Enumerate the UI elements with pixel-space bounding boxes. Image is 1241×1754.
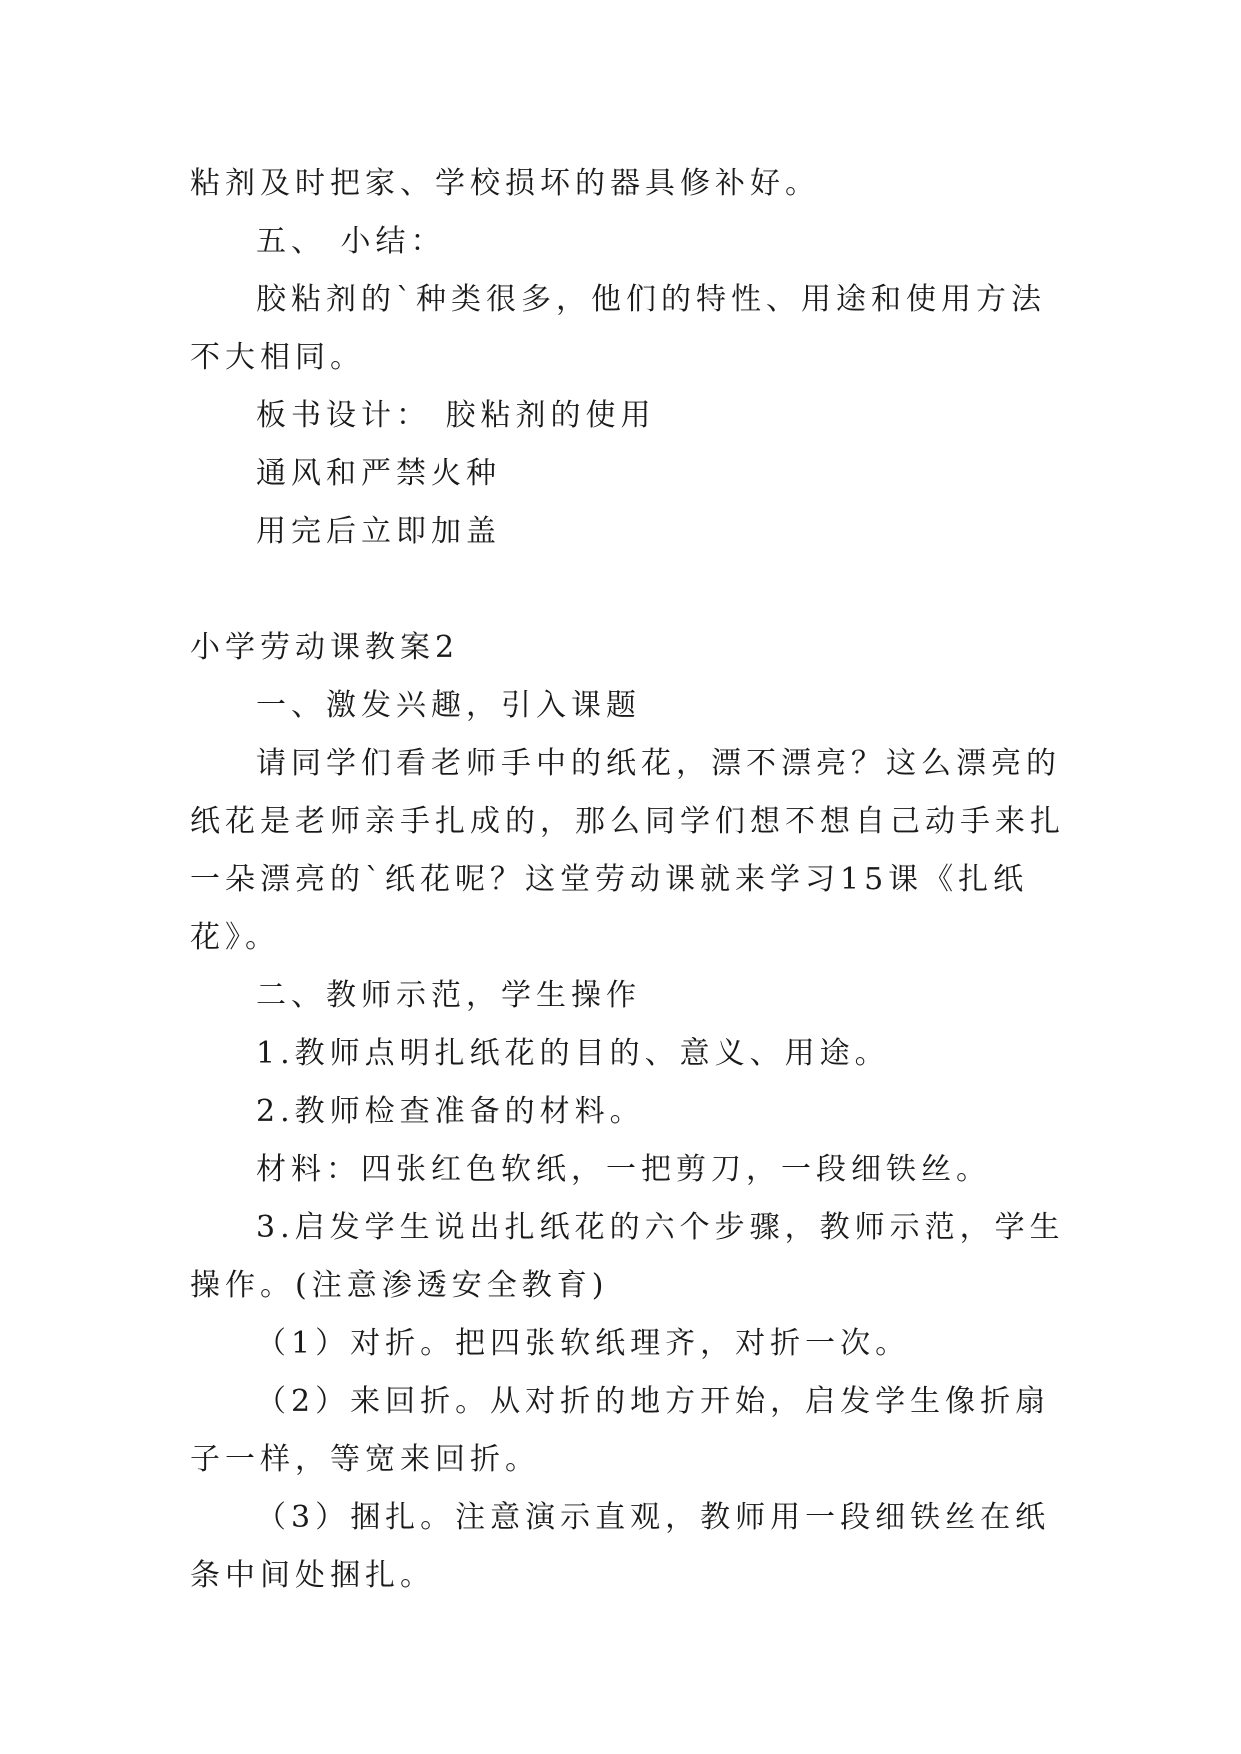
paragraph-introduction: 请同学们看老师手中的纸花，漂不漂亮？这么漂亮的纸花是老师亲手扎成的，那么同学们想不想自己动手来扎一朵漂亮的`纸花呢？这堂劳动课就来学习15课《扎纸花》。	[190, 746, 1065, 955]
materials-list: 材料：四张红色软纸，一把剪刀，一段细铁丝。	[256, 1152, 991, 1187]
lesson-plan-title: 小学劳动课教案2	[190, 630, 460, 665]
step-purpose: 1.教师点明扎纸花的目的、意义、用途。	[256, 1036, 890, 1071]
step-check-materials: 2.教师检查准备的材料。	[256, 1094, 645, 1129]
board-line-ventilation: 通风和严禁火种	[256, 456, 501, 491]
board-design: 板书设计： 胶粘剂的使用	[256, 398, 656, 433]
document-body	[190, 155, 1070, 1605]
substep-back-and-forth: （2）来回折。从对折的地方开始，启发学生像折扇子一样，等宽来回折。	[190, 1384, 1051, 1477]
section-heading-summary: 五、 小结：	[256, 224, 446, 259]
substep-tie: （3）捆扎。注意演示直观，教师用一段细铁丝在纸条中间处捆扎。	[190, 1500, 1051, 1593]
board-line-cover: 用完后立即加盖	[256, 514, 501, 549]
section-gap	[190, 561, 1070, 619]
paragraph-continuation: 粘剂及时把家、学校损坏的器具修补好。	[190, 166, 820, 201]
section-heading-demo: 二、教师示范，学生操作	[256, 978, 641, 1013]
section-heading-interest: 一、激发兴趣，引入课题	[256, 688, 641, 723]
step-six-steps: 3.启发学生说出扎纸花的六个步骤，教师示范，学生操作。(注意渗透安全教育)	[190, 1210, 1065, 1303]
substep-fold: （1）对折。把四张软纸理齐，对折一次。	[256, 1326, 911, 1361]
paragraph-summary: 胶粘剂的`种类很多，他们的特性、用途和使用方法不大相同。	[190, 282, 1046, 375]
